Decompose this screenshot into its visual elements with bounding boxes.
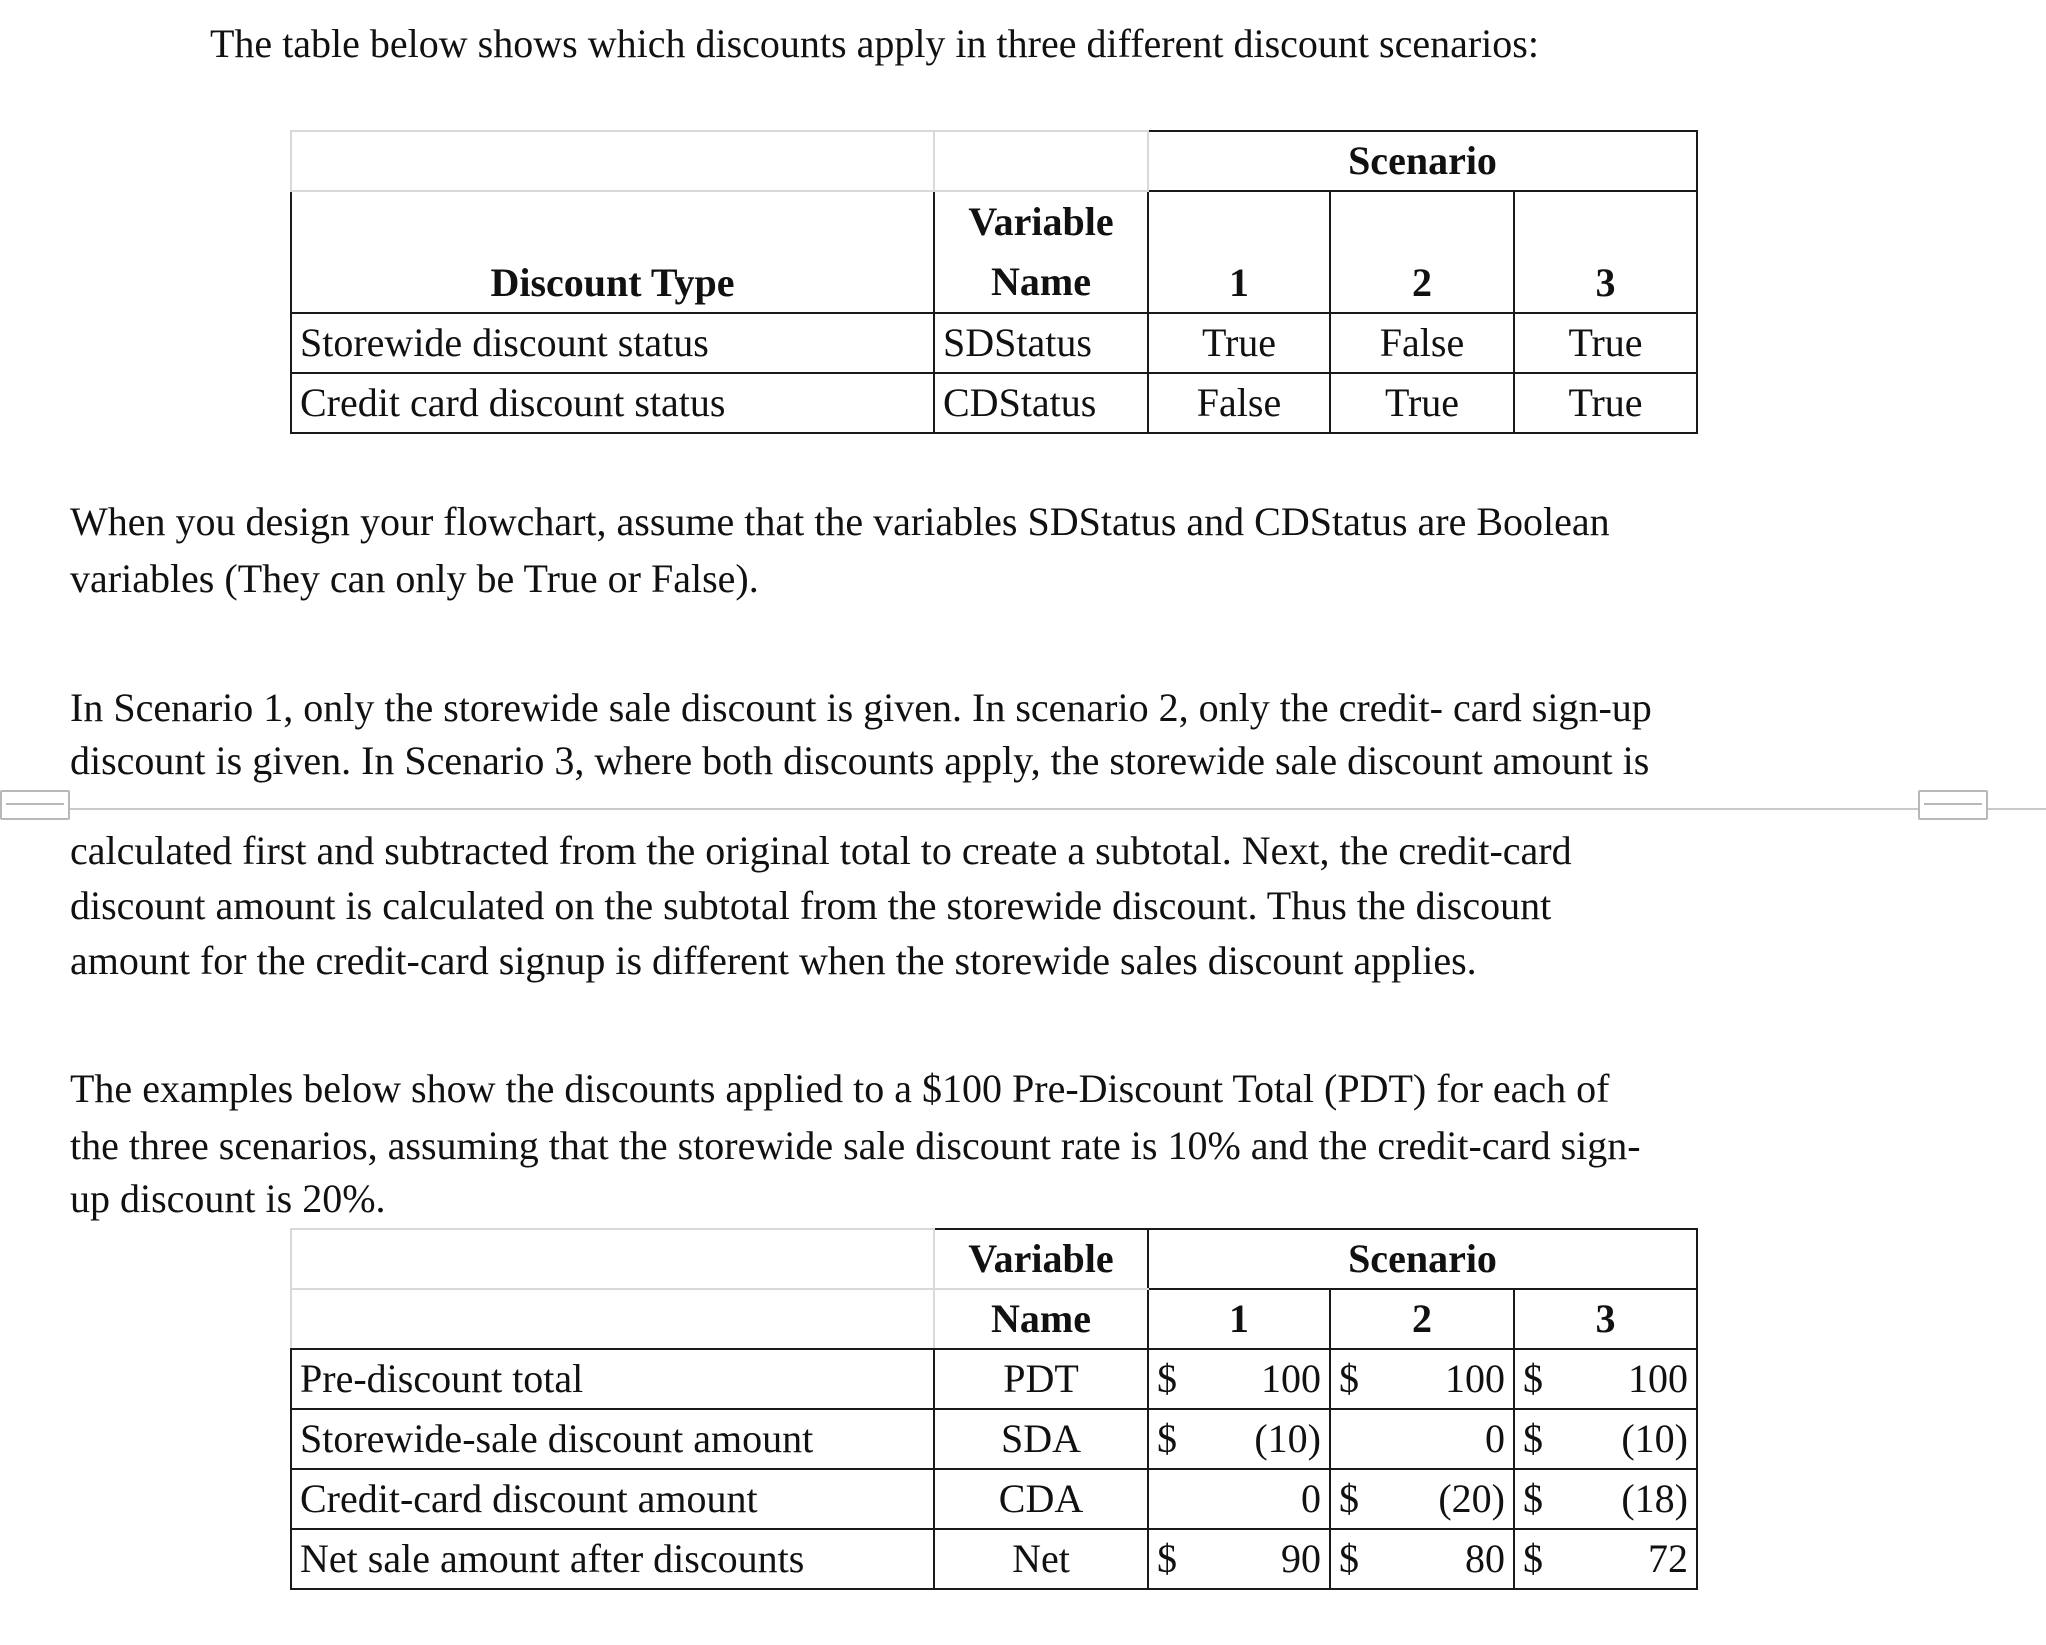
row-value: True [1514, 313, 1697, 373]
money-cell: $ (10) [1148, 1409, 1330, 1469]
table1-col-scenario-1: 1 [1148, 191, 1330, 313]
row-label: Pre-discount total [291, 1349, 934, 1409]
page-break-marker-left [0, 790, 70, 820]
table2-empty-header [291, 1289, 934, 1349]
table1-col-variable-name: Variable Name [934, 191, 1148, 313]
table-row [291, 1469, 1697, 1529]
row-label: Storewide-sale discount amount [291, 1409, 934, 1469]
table1-col-discount-type: Discount Type [291, 191, 934, 313]
para3-line2: the three scenarios, assuming that the storewide sale discount rate is 10% and the credit-card sign- [70, 1123, 1641, 1168]
discount-examples-table [290, 1228, 1698, 1590]
page-break-marker-right [1918, 790, 1988, 820]
row-variable: CDStatus [934, 373, 1148, 433]
table1-empty-header [291, 131, 934, 191]
table-row [291, 1409, 1697, 1469]
row-value: True [1148, 313, 1330, 373]
table-row [291, 373, 1697, 433]
table1-scenario-header: Scenario [1148, 131, 1697, 191]
row-label: Credit-card discount amount [291, 1469, 934, 1529]
para1-line1: When you design your flowchart, assume that the variables SDStatus and CDStatus are Boolean [70, 499, 1610, 544]
table2-empty-header [291, 1229, 934, 1289]
para1-line2: variables (They can only be True or False). [70, 556, 759, 601]
para2-line3: calculated first and subtracted from the original total to create a subtotal. Next, the credit-card [70, 828, 1572, 873]
money-cell: $ 80 [1330, 1529, 1514, 1589]
money-cell: 0 [1148, 1469, 1330, 1529]
table1-empty-header [934, 131, 1148, 191]
table-row [291, 1529, 1697, 1589]
money-cell: $ 72 [1514, 1529, 1697, 1589]
money-cell: $ 90 [1148, 1529, 1330, 1589]
row-value: False [1148, 373, 1330, 433]
money-cell: $ 100 [1330, 1349, 1514, 1409]
money-cell: $ (20) [1330, 1469, 1514, 1529]
row-variable: SDStatus [934, 313, 1148, 373]
row-value: True [1514, 373, 1697, 433]
money-cell: $ 100 [1514, 1349, 1697, 1409]
table-row [291, 313, 1697, 373]
row-value: False [1330, 313, 1514, 373]
discount-status-table [290, 130, 1698, 434]
table2-col-scenario-1: 1 [1148, 1289, 1330, 1349]
para3-line3: up discount is 20%. [70, 1176, 386, 1221]
table2-col-variable-line2: Name [934, 1289, 1148, 1349]
table-row [291, 1349, 1697, 1409]
table2-col-variable-line1: Variable [934, 1229, 1148, 1289]
para2-line1: In Scenario 1, only the storewide sale discount is given. In scenario 2, only the credit- card sign-up [70, 685, 1652, 730]
money-cell: $ (18) [1514, 1469, 1697, 1529]
row-label: Credit card discount status [291, 373, 934, 433]
para2-line4: discount amount is calculated on the subtotal from the storewide discount. Thus the discount [70, 883, 1552, 928]
row-variable: PDT [934, 1349, 1148, 1409]
money-cell: $ (10) [1514, 1409, 1697, 1469]
money-cell: $ 100 [1148, 1349, 1330, 1409]
table2-scenario-header: Scenario [1148, 1229, 1697, 1289]
row-variable: Net [934, 1529, 1148, 1589]
table2-col-scenario-2: 2 [1330, 1289, 1514, 1349]
row-label: Net sale amount after discounts [291, 1529, 934, 1589]
page-break-line [0, 808, 2046, 810]
para2-line5: amount for the credit-card signup is different when the storewide sales discount applies. [70, 938, 1477, 983]
para3-line1: The examples below show the discounts applied to a $100 Pre-Discount Total (PDT) for each of [70, 1066, 1610, 1111]
row-variable: CDA [934, 1469, 1148, 1529]
table1-col-scenario-3: 3 [1514, 191, 1697, 313]
para2-line2: discount is given. In Scenario 3, where both discounts apply, the storewide sale discount amount is [70, 738, 1650, 783]
row-value: True [1330, 373, 1514, 433]
row-label: Storewide discount status [291, 313, 934, 373]
table2-col-scenario-3: 3 [1514, 1289, 1697, 1349]
table1-col-scenario-2: 2 [1330, 191, 1514, 313]
intro-text: The table below shows which discounts apply in three different discount scenarios: [210, 21, 1539, 66]
row-variable: SDA [934, 1409, 1148, 1469]
money-cell: 0 [1330, 1409, 1514, 1469]
